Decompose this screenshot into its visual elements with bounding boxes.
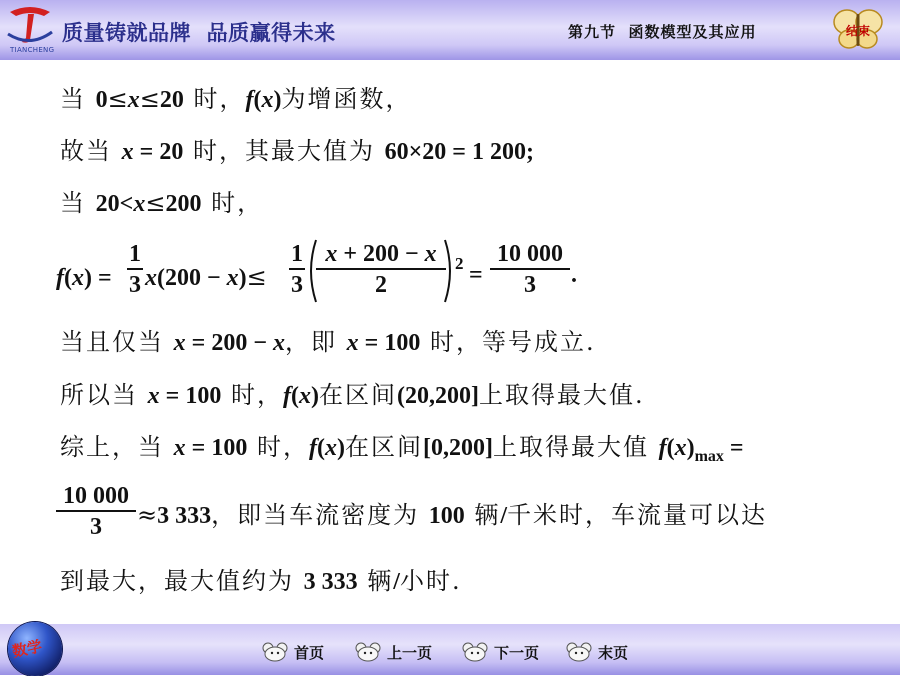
variable-x: x xyxy=(145,265,157,291)
nav-last-page[interactable] xyxy=(566,640,628,664)
end-button-label: 结束 xyxy=(845,24,870,38)
variable-x: x xyxy=(273,330,285,356)
text: 时， xyxy=(183,85,246,113)
text: ≤ xyxy=(139,85,160,113)
numerator xyxy=(316,240,446,268)
text: + 200 − xyxy=(337,241,425,267)
denominator: 3 xyxy=(291,272,303,298)
text: / xyxy=(500,503,508,529)
text: 时， xyxy=(247,433,309,461)
nav-label: 上一页 xyxy=(387,643,433,662)
footer-bar xyxy=(0,624,900,675)
text: ≤ xyxy=(145,189,166,217)
numerator: 1 xyxy=(291,241,303,267)
variable-x: x xyxy=(72,265,84,291)
text: 60×20 = 1 200; xyxy=(384,139,534,165)
nav-previous-page[interactable] xyxy=(355,640,432,664)
subscript-max: max xyxy=(694,448,724,465)
text: 20 xyxy=(159,87,184,113)
variable-x: x xyxy=(127,87,140,113)
variable-x: x xyxy=(173,330,186,356)
text: ( xyxy=(253,87,262,113)
text: ( xyxy=(316,435,325,461)
text: ，即 xyxy=(285,328,347,356)
variable-x: x xyxy=(147,383,160,409)
variable-x: x xyxy=(226,265,239,291)
mouse-icon xyxy=(566,642,592,662)
variable-x: x xyxy=(261,87,274,113)
nav-label: 末页 xyxy=(598,643,629,662)
text: 为增函数， xyxy=(281,85,412,113)
nav-label: 首页 xyxy=(294,643,325,662)
text: [0,200] xyxy=(422,435,493,461)
text: ) xyxy=(310,383,319,409)
text: ) xyxy=(686,435,695,461)
text: ( xyxy=(290,383,299,409)
text: 当且仅当 xyxy=(60,328,174,356)
function-f: f xyxy=(245,87,254,113)
logo-text: TIANCHENG xyxy=(10,46,55,54)
text: ) xyxy=(273,87,282,113)
text: = 200 − xyxy=(185,330,273,356)
text: 20< xyxy=(95,191,134,217)
text: ( xyxy=(666,435,675,461)
function-f: f xyxy=(308,435,317,461)
text: (200 − xyxy=(157,265,227,291)
text: ) = xyxy=(84,265,112,291)
globe-label: 数学 xyxy=(10,637,44,661)
text: 所以当 xyxy=(60,381,148,409)
text: 0 xyxy=(95,87,108,113)
text: ≈ xyxy=(137,501,158,529)
text: = xyxy=(723,435,744,461)
text: 100 xyxy=(428,503,465,529)
text-line-8 xyxy=(137,500,767,531)
text: 上取得最大值. xyxy=(478,381,645,409)
text: / xyxy=(393,569,400,595)
logo xyxy=(4,4,56,52)
text: ) xyxy=(238,265,247,291)
text: ( xyxy=(64,265,72,291)
fraction-result xyxy=(490,240,570,300)
variable-x: x xyxy=(324,435,337,461)
text-line-6 xyxy=(60,380,645,411)
text: 综上，当 xyxy=(60,433,174,461)
text-line-2 xyxy=(60,136,534,167)
text: 时， xyxy=(201,189,264,217)
function-f: f xyxy=(56,265,64,291)
fraction-one-third xyxy=(127,240,143,300)
variable-x: x xyxy=(133,191,146,217)
text-line-1 xyxy=(60,84,412,115)
text: (20,200] xyxy=(396,383,479,409)
text: = 20 xyxy=(133,139,184,165)
text: . xyxy=(571,262,577,288)
equation-lhs xyxy=(56,262,112,293)
nav-next-page[interactable] xyxy=(462,640,539,664)
denominator: 2 xyxy=(375,272,387,298)
text: 时，其最大值为 xyxy=(183,137,385,165)
text: ≤ xyxy=(107,85,128,113)
exponent: 2 xyxy=(455,254,464,273)
nav-label: 下一页 xyxy=(494,643,540,662)
text-line-3 xyxy=(60,188,263,219)
text: = 100 xyxy=(185,435,248,461)
text: 当 xyxy=(60,189,96,217)
tiancheng-logo-icon xyxy=(4,4,56,48)
text: 时， xyxy=(221,381,283,409)
text: = 100 xyxy=(358,330,421,356)
fraction-result-2 xyxy=(56,482,136,542)
text: 3 333 xyxy=(303,569,358,595)
slogan: 质量铸就品牌 品质赢得未来 xyxy=(62,21,336,45)
text-line-9 xyxy=(60,566,462,597)
text: = 100 xyxy=(159,383,222,409)
fraction-one-third-2 xyxy=(289,240,305,300)
text: 辆 xyxy=(357,567,394,595)
text-line-5 xyxy=(60,327,596,358)
variable-x: x xyxy=(121,139,134,165)
text: 在区间 xyxy=(344,433,423,461)
text: 当 xyxy=(60,85,96,113)
variable-x: x xyxy=(298,383,311,409)
text: ) xyxy=(336,435,345,461)
end-button[interactable] xyxy=(832,8,884,50)
function-f: f xyxy=(658,435,667,461)
variable-x: x xyxy=(346,330,359,356)
text: 故当 xyxy=(60,137,122,165)
denominator: 3 xyxy=(524,272,536,298)
text: ，即当车流密度为 xyxy=(211,501,429,529)
variable-x: x xyxy=(173,435,186,461)
variable-x: x xyxy=(325,241,338,267)
variable-x: x xyxy=(424,241,437,267)
text: 小时. xyxy=(399,567,462,595)
section-title: 第九节 函数模型及其应用 xyxy=(568,23,757,41)
denominator: 3 xyxy=(129,272,141,298)
text: 时，等号成立. xyxy=(420,328,596,356)
text: 3 333 xyxy=(157,503,212,529)
fraction-inner xyxy=(316,240,446,300)
equals-sign: = xyxy=(469,262,483,288)
variable-x: x xyxy=(674,435,687,461)
text: 200 xyxy=(165,191,202,217)
text: 到最大，最大值约为 xyxy=(60,567,304,595)
text: 在区间 xyxy=(318,381,397,409)
function-f: f xyxy=(282,383,291,409)
text: 辆 xyxy=(464,501,501,529)
nav-first-page[interactable] xyxy=(262,640,324,664)
text: 上取得最大值 xyxy=(492,433,659,461)
numerator: 10 000 xyxy=(63,483,129,509)
mouse-icon xyxy=(355,642,381,662)
denominator: 3 xyxy=(90,514,102,540)
header-bar xyxy=(0,0,900,60)
numerator: 1 xyxy=(129,241,141,267)
equation-middle xyxy=(145,262,267,293)
mouse-icon xyxy=(462,642,488,662)
mouse-icon xyxy=(262,642,288,662)
text-line-7 xyxy=(60,432,744,472)
text: 千米时，车流量可以达 xyxy=(507,501,768,529)
text: ≤ xyxy=(246,263,267,291)
numerator: 10 000 xyxy=(497,241,563,267)
